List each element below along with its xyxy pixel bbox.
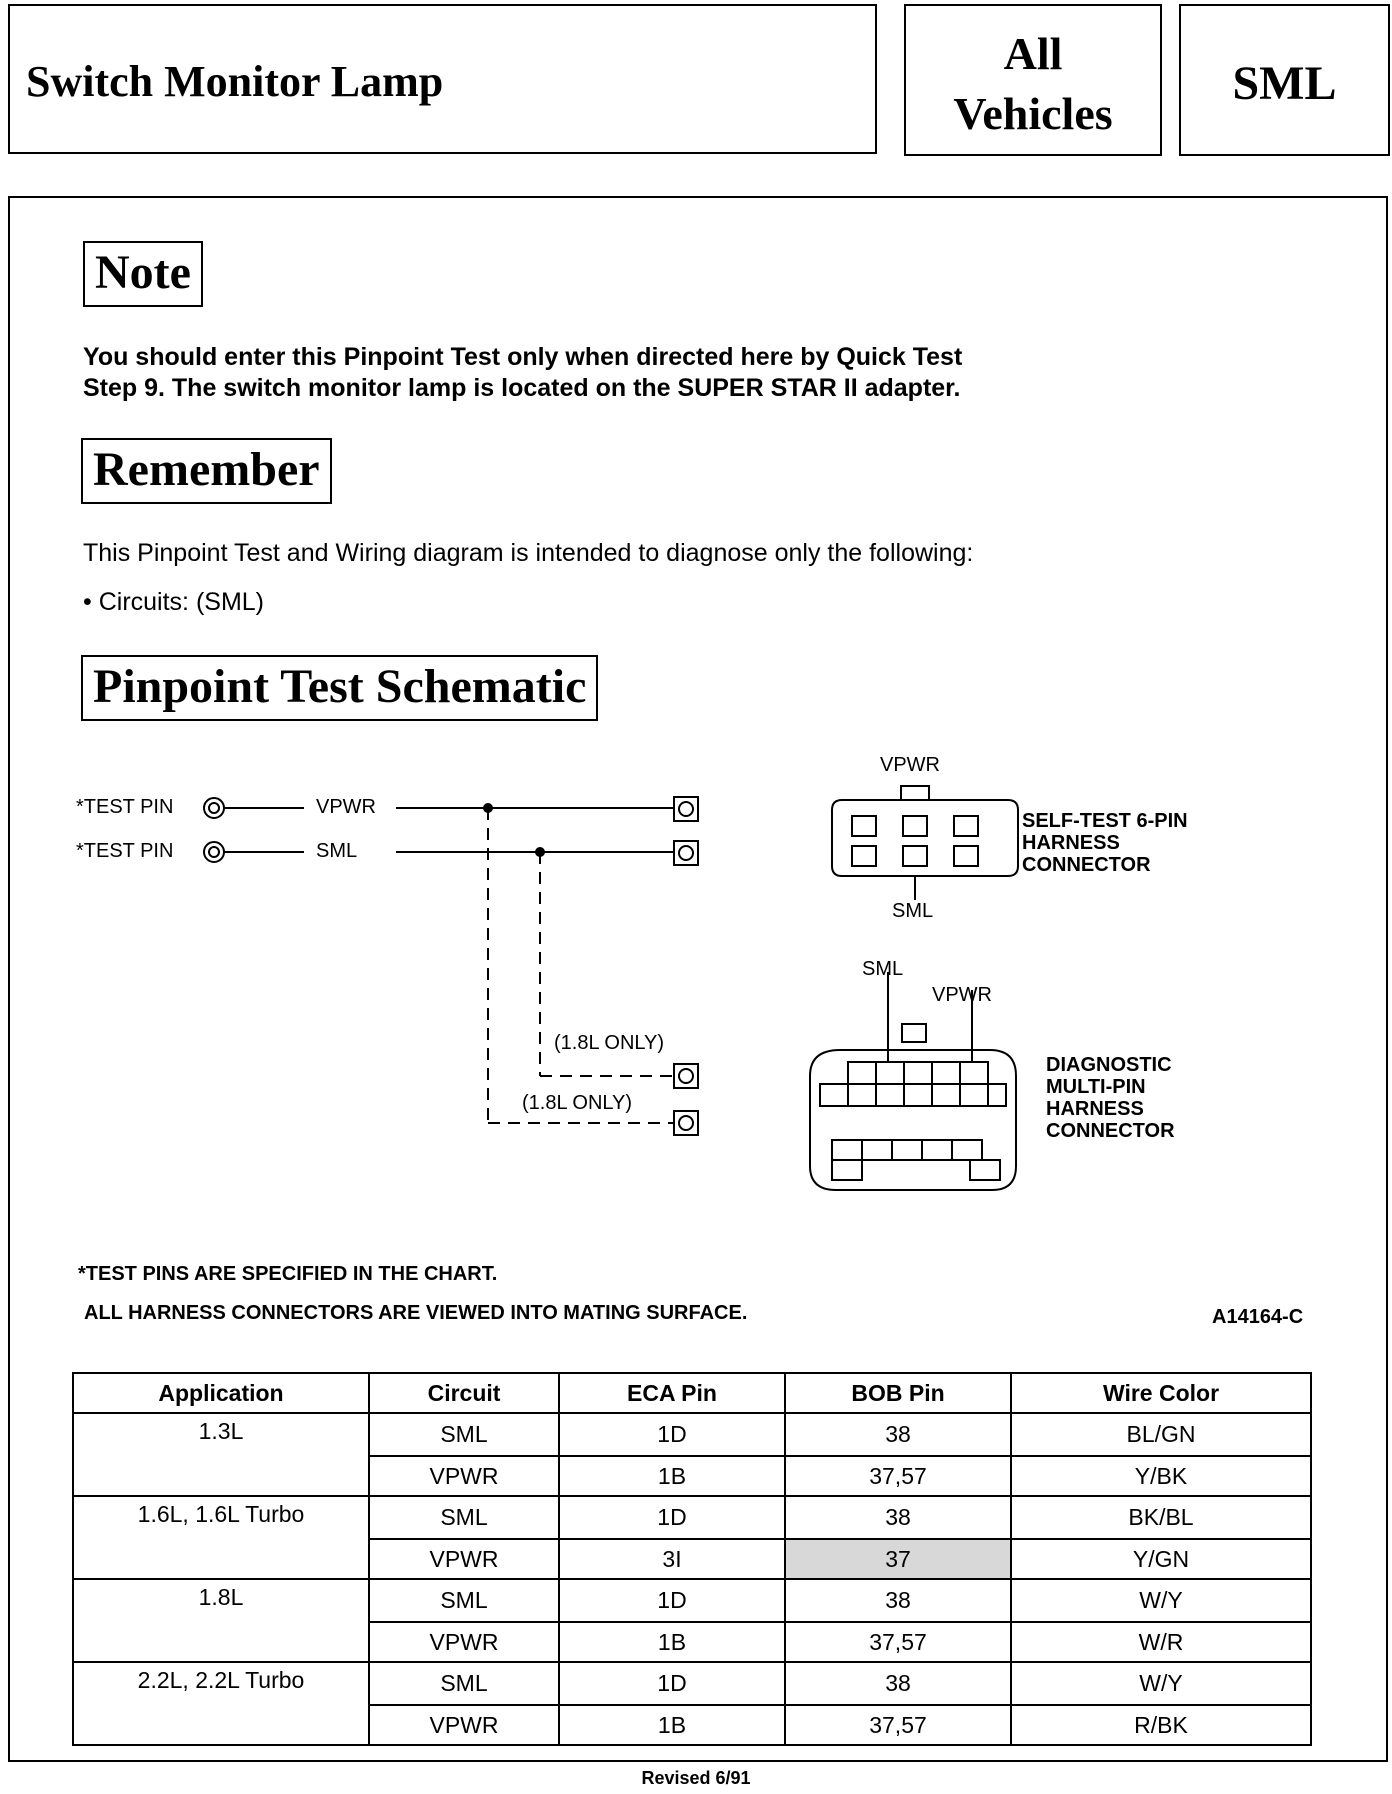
eca-pin-cell: 1D bbox=[559, 1413, 785, 1456]
header-circuit: Circuit bbox=[369, 1373, 559, 1413]
terminal-vpwr-icon bbox=[674, 797, 698, 821]
bob-pin-cell: 38 bbox=[785, 1579, 1011, 1622]
eca-pin-cell: 1D bbox=[559, 1579, 785, 1622]
circuit-cell: VPWR bbox=[369, 1705, 559, 1745]
circuit-cell: VPWR bbox=[369, 1456, 559, 1496]
test-pin-vpwr-icon bbox=[204, 798, 224, 818]
only-18l-label-2: (1.8L ONLY) bbox=[522, 1092, 633, 1114]
remember-text: This Pinpoint Test and Wiring diagram is intended to diagnose only the following: bbox=[83, 539, 974, 567]
bob-pin-cell: 37 bbox=[785, 1539, 1011, 1579]
wire-color-cell: BL/GN bbox=[1011, 1413, 1311, 1456]
eca-pin-cell: 1B bbox=[559, 1456, 785, 1496]
bob-pin-cell: 38 bbox=[785, 1496, 1011, 1539]
vehicles-line-1: All bbox=[1003, 28, 1063, 79]
junction-vpwr bbox=[483, 803, 493, 813]
wire-color-cell: BK/BL bbox=[1011, 1496, 1311, 1539]
multi-pin-caption-line-3: HARNESS bbox=[1046, 1098, 1144, 1120]
table-row bbox=[73, 1662, 1311, 1705]
application-cell: 1.3L bbox=[73, 1413, 369, 1456]
circuit-cell: SML bbox=[369, 1413, 559, 1456]
multi-pin-caption-line-1: DIAGNOSTIC bbox=[1046, 1054, 1172, 1076]
note-text-line-1: You should enter this Pinpoint Test only when directed here by Quick Test bbox=[83, 343, 963, 371]
application-cell: 2.2L, 2.2L Turbo bbox=[73, 1662, 369, 1705]
header-application: Application bbox=[73, 1373, 369, 1413]
multi-vpwr-label: VPWR bbox=[932, 984, 992, 1006]
table-row bbox=[73, 1622, 1311, 1662]
vehicles-line-2: Vehicles bbox=[953, 88, 1113, 139]
wire-color-cell: W/Y bbox=[1011, 1662, 1311, 1705]
bob-pin-cell: 37,57 bbox=[785, 1456, 1011, 1496]
remember-heading: Remember bbox=[81, 438, 332, 504]
schematic-heading: Pinpoint Test Schematic bbox=[81, 655, 598, 721]
wire-color-cell: R/BK bbox=[1011, 1705, 1311, 1745]
table-row bbox=[73, 1496, 1311, 1539]
six-pin-caption bbox=[1022, 810, 1188, 876]
application-cell: 1.6L, 1.6L Turbo bbox=[73, 1496, 369, 1539]
bob-pin-cell: 37,57 bbox=[785, 1622, 1011, 1662]
header-bob-pin: BOB Pin bbox=[785, 1373, 1011, 1413]
application-cell: 1.8L bbox=[73, 1579, 369, 1622]
application-cell-cont bbox=[73, 1705, 369, 1745]
application-cell-cont bbox=[73, 1622, 369, 1662]
bob-pin-cell: 38 bbox=[785, 1662, 1011, 1705]
wire-vpwr-label: VPWR bbox=[316, 796, 376, 818]
test-pin-label-1: *TEST PIN bbox=[76, 796, 174, 818]
eca-pin-cell: 1D bbox=[559, 1496, 785, 1539]
six-pin-connector-icon bbox=[832, 786, 1018, 900]
table-row bbox=[73, 1539, 1311, 1579]
table-row bbox=[73, 1413, 1311, 1456]
circuit-cell: VPWR bbox=[369, 1539, 559, 1579]
circuit-cell: VPWR bbox=[369, 1622, 559, 1662]
table-header-row bbox=[73, 1373, 1311, 1413]
multi-pin-caption bbox=[1046, 1054, 1175, 1142]
terminal-18l-b-icon bbox=[674, 1111, 698, 1135]
circuit-cell: SML bbox=[369, 1579, 559, 1622]
terminal-18l-a-icon bbox=[674, 1064, 698, 1088]
six-pin-vpwr-label: VPWR bbox=[880, 754, 940, 776]
header-eca-pin: ECA Pin bbox=[559, 1373, 785, 1413]
eca-pin-cell: 1D bbox=[559, 1662, 785, 1705]
eca-pin-cell: 1B bbox=[559, 1705, 785, 1745]
six-pin-caption-line-1: SELF-TEST 6-PIN bbox=[1022, 810, 1188, 832]
wire-color-cell: W/Y bbox=[1011, 1579, 1311, 1622]
section-code: SML bbox=[1232, 57, 1337, 110]
eca-pin-cell: 3I bbox=[559, 1539, 785, 1579]
only-18l-label-1: (1.8L ONLY) bbox=[554, 1032, 665, 1054]
multi-sml-label: SML bbox=[862, 958, 904, 980]
wire-color-cell: W/R bbox=[1011, 1622, 1311, 1662]
junction-sml bbox=[535, 847, 545, 857]
wire-color-cell: Y/GN bbox=[1011, 1539, 1311, 1579]
wire-color-cell: Y/BK bbox=[1011, 1456, 1311, 1496]
table-row bbox=[73, 1579, 1311, 1622]
page-title: Switch Monitor Lamp bbox=[26, 57, 444, 106]
header-wire-color: Wire Color bbox=[1011, 1373, 1311, 1413]
six-pin-caption-line-2: HARNESS bbox=[1022, 832, 1120, 854]
circuit-cell: SML bbox=[369, 1496, 559, 1539]
table-row bbox=[73, 1705, 1311, 1745]
application-cell-cont bbox=[73, 1456, 369, 1496]
multi-pin-caption-line-4: CONNECTOR bbox=[1046, 1120, 1175, 1142]
note-text-line-2: Step 9. The switch monitor lamp is located on the SUPER STAR II adapter. bbox=[83, 374, 961, 402]
terminal-sml-icon bbox=[674, 841, 698, 865]
bullet-icon: • bbox=[83, 588, 92, 616]
circuit-cell: SML bbox=[369, 1662, 559, 1705]
six-pin-sml-label: SML bbox=[892, 900, 934, 922]
revision-footer: Revised 6/91 bbox=[641, 1768, 751, 1788]
test-pin-label-2: *TEST PIN bbox=[76, 840, 174, 862]
figure-id: A14164-C bbox=[1212, 1306, 1304, 1328]
wire-sml-label: SML bbox=[316, 840, 358, 862]
test-pin-sml-icon bbox=[204, 842, 224, 862]
note-heading: Note bbox=[83, 241, 203, 307]
bob-pin-cell: 37,57 bbox=[785, 1705, 1011, 1745]
application-cell-cont bbox=[73, 1539, 369, 1579]
pin-chart-table bbox=[72, 1372, 1312, 1746]
table-row bbox=[73, 1456, 1311, 1496]
bullet-text: Circuits: (SML) bbox=[98, 588, 265, 616]
six-pin-caption-line-3: CONNECTOR bbox=[1022, 854, 1151, 876]
bob-pin-cell: 38 bbox=[785, 1413, 1011, 1456]
multi-pin-caption-line-2: MULTI-PIN bbox=[1046, 1076, 1146, 1098]
eca-pin-cell: 1B bbox=[559, 1622, 785, 1662]
footnote-2: ALL HARNESS CONNECTORS ARE VIEWED INTO MATING SURFACE. bbox=[84, 1302, 748, 1324]
footnote-1: *TEST PINS ARE SPECIFIED IN THE CHART. bbox=[78, 1263, 498, 1285]
